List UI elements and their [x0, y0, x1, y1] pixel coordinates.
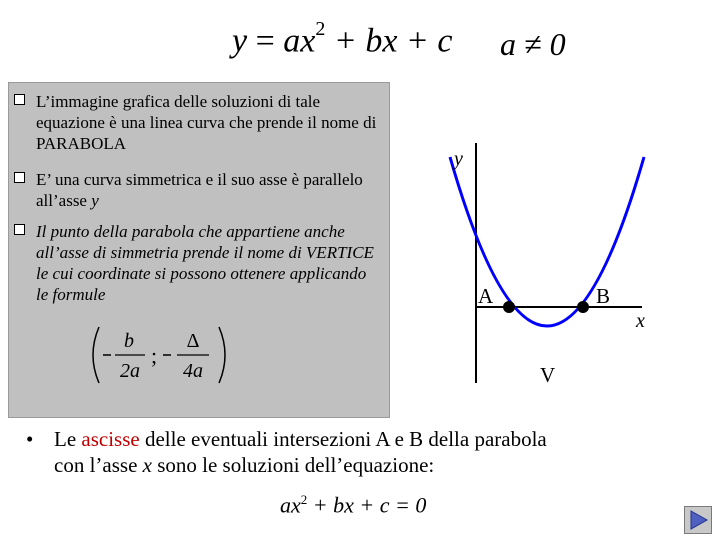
note-highlight: ascisse	[81, 427, 140, 451]
point-a-label: A	[478, 284, 494, 308]
x-axis-label: x	[636, 310, 645, 332]
parabola-graph	[420, 135, 660, 395]
formula-num2: Δ	[186, 330, 200, 352]
formula-den1: 2a	[120, 360, 140, 382]
bullet-axis: y	[91, 191, 99, 210]
main-equation	[232, 18, 453, 60]
condition-equation: a ≠ 0	[500, 26, 566, 62]
eq-equals: =	[247, 22, 284, 60]
bottom-eq-ax: ax	[280, 492, 301, 518]
note-before: Le	[54, 427, 82, 451]
bottom-eq-rest: + bx + c = 0	[307, 492, 427, 518]
formula-num1: b	[124, 330, 134, 352]
bullet-parabola	[36, 91, 381, 154]
bullet-symmetry	[36, 169, 381, 211]
eq-exponent: 2	[315, 18, 326, 40]
next-arrow-icon	[685, 507, 711, 533]
bullet-text: E’ una curva simmetrica e il suo asse è parallelo all’asse	[36, 170, 363, 210]
note-axis: x	[142, 453, 152, 477]
vertex-formula	[89, 323, 229, 387]
note-after: sono le soluzioni dell’equazione:	[151, 453, 435, 477]
info-box	[8, 82, 390, 418]
y-axis-label: y	[454, 148, 463, 170]
point-b-label: B	[596, 284, 611, 308]
bottom-equation	[280, 492, 426, 518]
formula-separator: ;	[151, 343, 158, 368]
point-a-dot	[503, 301, 515, 313]
checkbox-bullet-icon	[14, 224, 25, 235]
point-b-dot	[577, 301, 589, 313]
bottom-eq-exponent: 2	[300, 492, 308, 507]
intersection-note	[26, 426, 570, 478]
vertex-label: V	[540, 363, 556, 387]
bullet-text: Il punto della parabola che appartiene anche all’asse di simmetria prende il nome di VERTICE le cui coordinate si possono ottenere applicando le formule	[36, 222, 374, 304]
checkbox-bullet-icon	[14, 94, 25, 105]
bullet-text: L’immagine grafica delle soluzioni di tale equazione è una linea curva che prende il nome di PARABOLA	[36, 92, 377, 153]
eq-rest: + bx + c	[325, 22, 453, 60]
next-slide-button[interactable]	[684, 506, 712, 534]
bullet-vertex	[36, 221, 381, 305]
checkbox-bullet-icon	[14, 172, 25, 183]
formula-den2: 4a	[183, 360, 203, 382]
bullet-dot-icon: •	[26, 427, 34, 451]
eq-ax: ax	[283, 22, 316, 60]
eq-y: y	[232, 22, 248, 60]
note-middle: delle eventuali intersezioni A e B della parabola con l’asse	[54, 427, 547, 477]
